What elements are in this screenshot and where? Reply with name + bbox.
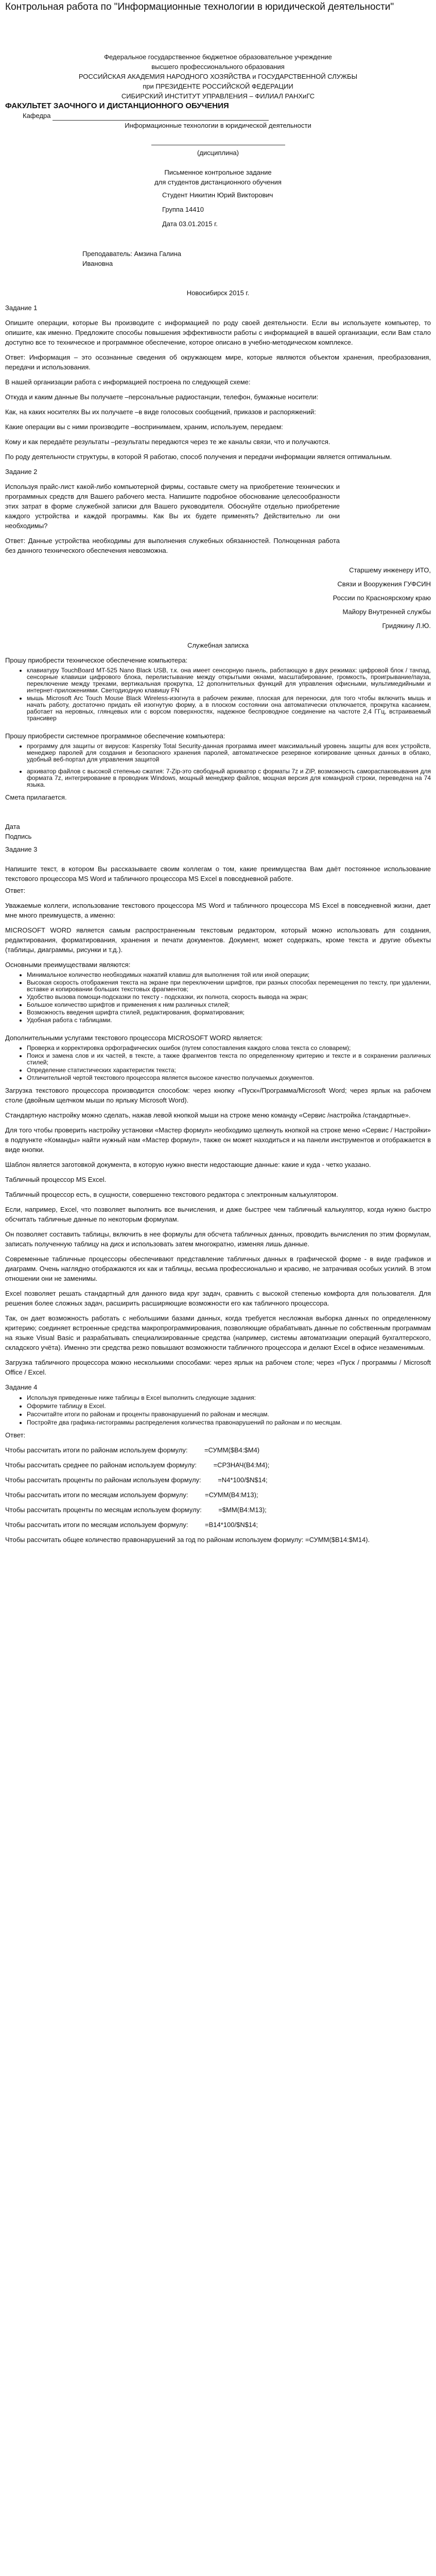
list-item: • Поиск и замена слов и их частей, в тексте, а также фрагментов текста по определенному критерию и тексте и в сохранении различных стилей; xyxy=(27,1053,431,1066)
task1-paragraph-8: По роду деятельности структуры, в которой Я работаю, способ получения и передачи информации является оптимальным. xyxy=(5,453,392,461)
institution-line-3: РОССИЙСКАЯ АКАДЕМИЯ НАРОДНОГО ХОЗЯЙСТВА и ГОСУДАРСТВЕННОЙ СЛУЖБЫ xyxy=(78,73,358,80)
task3-paragraph-11: Он позволяет составить таблицы, включить в нее формулы для обсчета табличных данных, проводить вычисления по этим формулам, записать полученную таблицу на диск и использовать затем многократно, изменяя лишь данные. xyxy=(5,1230,431,1248)
memo-date-label: Дата xyxy=(5,823,20,831)
institution-line-1: Федеральное государственное бюджетное образовательное учреждение xyxy=(104,53,332,61)
list-item: • Возможность введения шрифта стилей, редактирования, форматирования; xyxy=(27,1009,431,1016)
formula-row xyxy=(5,1445,431,1455)
task1-paragraph-6: Какие операции вы с ними производите –воспринимаем, храним, используем, передаем: xyxy=(5,423,283,431)
task3-paragraph-5: Стандартную настройку можно сделать, нажав левой кнопкой мыши на строке меню команду «Сервис /настройка /стандартные». xyxy=(5,1111,411,1119)
list-item: • Отличительной чертой текстового процессора является высокое качество получаемых документов. xyxy=(27,1075,431,1081)
formula-row xyxy=(5,1460,431,1470)
task2-heading: Задание 2 xyxy=(5,468,38,476)
memo-title: Служебная записка xyxy=(187,641,249,649)
word-extras-list xyxy=(5,1045,431,1081)
addressee-line-4: Майору Внутренней службы xyxy=(342,608,431,616)
list-item: • Используя приведенные ниже таблицы в Excel выполнить следующие задания: xyxy=(27,1394,431,1401)
addressee-line-2: Связи и Вооружения ГУФСИН xyxy=(337,580,431,588)
formula-label: Чтобы рассчитать итоги по месяцам используем формулу: xyxy=(5,1491,188,1499)
task3-paragraph-8: Табличный процессор MS Excel. xyxy=(5,1176,107,1183)
task4-heading: Задание 4 xyxy=(5,1383,38,1391)
department-row xyxy=(5,111,431,121)
task3-heading: Задание 3 xyxy=(5,845,38,853)
word-advantages-intro: Основными преимуществами являются: xyxy=(5,961,131,969)
memo-closing: Смета прилагается. xyxy=(5,793,67,801)
formula-row xyxy=(5,1490,431,1500)
formula-label: Чтобы рассчитать проценты по районам используем формулу: xyxy=(5,1476,201,1484)
task1-paragraph-3: В нашей организации работа с информацией построена по следующей схеме: xyxy=(5,378,251,386)
task3-paragraph-15: Загрузка табличного процессора можно несколькими способами: через ярлык на рабочем столе; через «Пуск / программы / Microsoft Office / Excel. xyxy=(5,1359,431,1376)
task3-answer-label: Ответ: xyxy=(5,887,26,894)
task1-paragraph-4: Откуда и каким данные Вы получаете –персональные радиостанции, телефон, бумажные носители: xyxy=(5,393,319,401)
institution-line-5: СИБИРСКИЙ ИНСТИТУТ УПРАВЛЕНИЯ – ФИЛИАЛ РАНХиГС xyxy=(121,92,315,100)
list-item: • Проверка и корректировка орфографических ошибок (путем сопоставления каждого слова текста со словарем); xyxy=(27,1045,431,1052)
formula-value: =СРЗНАЧ(B4:M4); xyxy=(213,1461,270,1469)
list-item: • Удобная работа с таблицами. xyxy=(27,1017,431,1024)
task3-paragraph-14: Так, он дает возможность работать с небольшими базами данных, когда требуется несложная выборка данных по определенному критерию; соединяет встроенные средства макропрограммирования, позволяющие обрабатывать данные по собственным программам на языке Visual Basic и разрабатывать специализированные средства (например, системы автоматизации операций бухгалтерского, складского учёта). Именно эти средства резко повышают возможности табличного процессора и делают Excel в офисе незаменимым. xyxy=(5,1314,431,1351)
student-name: Студент Никитин Юрий Викторович xyxy=(162,191,273,199)
list-item: • Удобство вызова помощи-подсказки по тексту - подсказки, их полнота, скорость вывода на экран; xyxy=(27,994,431,1001)
teacher-label: Преподаватель: Амзина Галина xyxy=(82,250,181,258)
task3-paragraph-4: Загрузка текстового процессора производится способом: через кнопку «Пуск»/Программа/Microsoft Word; через ярлык на рабочем столе (двойным щелчком мыши по ярлыку Microsoft Word). xyxy=(5,1087,431,1104)
task1-paragraph-7: Кому и как передаёте результаты –результаты передаются через те же каналы связи, что и получаются. xyxy=(5,438,330,446)
student-block xyxy=(5,190,431,229)
task1-paragraph-2: Ответ: Информация – это осознанные сведения об окружающем мире, которые являются объектом хранения, преобразования, передачи и использования. xyxy=(5,353,431,371)
work-type-line-1: Письменное контрольное задание xyxy=(164,168,272,176)
teacher-block xyxy=(5,249,431,268)
institution-line-2: высшего профессионального образования xyxy=(151,63,285,71)
task4-list xyxy=(5,1394,431,1426)
discipline-underline xyxy=(5,138,431,148)
list-item: • программу для защиты от вирусов: Kaspersky Total Security-данная программа имеет максимальный уровень защиты для всех устройств, менеджер паролей для создания и безопасного хранения паролей, автоматическое резервное копирование ценных данных в облако, удобный веб-портал для управления защитой xyxy=(27,743,431,763)
formula-row xyxy=(5,1520,431,1530)
formula-label: Чтобы рассчитать общее количество правонарушений за год по районам используем формулу: xyxy=(5,1536,304,1544)
software-intro: Прошу приобрести системное программное обеспечение компьютера: xyxy=(5,732,225,740)
hardware-intro: Прошу приобрести техническое обеспечение компьютера: xyxy=(5,656,188,664)
student-group: Группа 14410 xyxy=(162,206,204,213)
document-page xyxy=(0,1,436,1545)
list-item: • Большое количество шрифтов и применения к ним различных стилей; xyxy=(27,1002,431,1008)
list-item: • клавиатуру TouchBoard MT-525 Nano Black USB, т.к. она имеет сенсорную панель, работающую в двух режимах: цифровой блок / тачпад, сенсорные клавиши цифрового блока, перелистывание между открытыми окнами, масштабирование, громкость, проигрывание/пауза, переключение между треками, вертикальная прокрутка, 12 дополнительных функций для управления офисными, мультимедийными и интернет-приложениями. Светодиодную клавишу FN xyxy=(27,667,431,694)
task3-paragraph-10: Если, например, Excel, что позволяет выполнить все вычисления, и даже быстрее чем табличный калькулятор, когда нужно быстро обсчитать табличные данные по некоторым формулам. xyxy=(5,1206,431,1223)
list-item: • Постройте два графика-гистограммы распределения количества правонарушений по районам и по месяцам. xyxy=(27,1419,431,1426)
task4-answer-label: Ответ: xyxy=(5,1431,26,1439)
formula-value: =СУММ($B14:$M14). xyxy=(305,1536,370,1544)
software-list xyxy=(5,743,431,788)
list-item: • Высокая скорость отображения текста на экране при переключении шрифтов, при разных способах перемещения по тексту, при удалении, вставке и копировании больших текстовых фрагментов; xyxy=(27,979,431,993)
task1-paragraph-5: Как, на каких носителях Вы их получаете –в виде голосовых сообщений, приказов и распоряжений: xyxy=(5,408,316,416)
task3-paragraph-6: Для того чтобы проверить настройку установки «Мастер формул» необходимо щелкнуть кнопкой на строке меню «Сервис / Настройки» в подпункте «Команды» найти нужный нам «Мастер формул», также он может находиться и на панели инструментов и отображается в виде кнопки. xyxy=(5,1126,431,1154)
city-year: Новосибирск 2015 г. xyxy=(186,289,250,297)
word-advantages-list xyxy=(5,972,431,1024)
formula-label: Чтобы рассчитать среднее по районам используем формулу: xyxy=(5,1461,197,1469)
work-type-line-2: для студентов дистанционного обучения xyxy=(154,178,282,186)
discipline-line xyxy=(151,138,285,145)
list-item: • Оформите таблицу в Excel. xyxy=(27,1402,431,1410)
formula-value: =СУММ($B4:$M4) xyxy=(204,1446,260,1454)
list-item: • мышь Microsoft Arc Touch Mouse Black Wireless-изогнута в рабочем режиме, плоская для переноски, для того чтобы включить мышь и начать работу, достаточно придать ей изогнутую форму, а в плоском состоянии она автоматически отключается, прокрутка касанием, работает на неровных, глянцевых или с ворсом поверхностях, надежное беспроводное соединение на частоте 2,4 ГГц, встраиваемый трансивер xyxy=(27,695,431,722)
addressee-line-3: России по Красноярскому краю xyxy=(333,594,431,602)
formula-value: =СУММ(B4:M13); xyxy=(205,1491,258,1499)
institution-line-4: при ПРЕЗИДЕНТЕ РОССИЙСКОЙ ФЕДЕРАЦИИ xyxy=(143,82,293,90)
memo-addressee xyxy=(5,565,431,631)
task3-paragraph-7: Шаблон является заготовкой документа, в которую нужно внести недостающие данные: какие и куда - четко указано. xyxy=(5,1161,371,1168)
task3-paragraph-2: Уважаемые коллеги, использование текстового процессора MS Word и табличного процессора MS Excel в повседневной жизни, дает мне много преимуществ, а именно: xyxy=(5,902,431,919)
formula-row xyxy=(5,1535,431,1545)
task3-paragraph-3: MICROSOFT WORD является самым распространенным текстовым редактором, который можно использовать для создания, редактирования, форматирования, хранения и печати документов. Документ, может содержать, кроме текста и другие объекты (таблицы, диаграммы, рисунки и т.д.). xyxy=(5,926,431,954)
list-item: • Определение статистических характеристик текста; xyxy=(27,1067,431,1074)
formula-value: =$MM(B4:M13); xyxy=(218,1506,267,1514)
formula-row xyxy=(5,1475,431,1485)
formula-value: =N4*100/$N$14; xyxy=(218,1476,268,1484)
teacher-name: Ивановна xyxy=(82,260,113,267)
formula-label: Чтобы рассчитать проценты по месяцам используем формулу: xyxy=(5,1506,202,1514)
discipline-name: Информационные технологии в юридической деятельности xyxy=(125,122,311,129)
task1-paragraph-1: Опишите операции, которые Вы производите с информацией по роду своей деятельности. Если вы используете компьютер, то опишите, как именно. Предложите способы повышения эффективности работы с информацией в вашей организации, если Вам стало доступно все то техническое и программное обеспечение, которое описано в учебно-методическом комплексе. xyxy=(5,319,431,346)
list-item: • Рассчитайте итоги по районам и проценты правонарушений по районам и месяцам. xyxy=(27,1411,431,1418)
formula-label: Чтобы рассчитать итоги по районам используем формулу: xyxy=(5,1446,188,1454)
task3-paragraph-12: Современные табличные процессоры обеспечивают представление табличных данных в графической форме - в виде графиков и диаграмм. Очень наглядно отображаются их как и таблицы, весьма профессионально и красиво, не затрачивая особых усилий. В этом отношении они не заменимы. xyxy=(5,1255,431,1282)
addressee-line-1: Старшему инженеру ИТО, xyxy=(349,566,431,574)
word-extras-intro: Дополнительными услугами текстового процессора MICROSOFT WORD является: xyxy=(5,1034,263,1042)
hardware-list xyxy=(5,667,431,722)
department-label: Кафедра xyxy=(23,112,51,120)
page-title: Контрольная работа по "Информационные технологии в юридической деятельности" xyxy=(5,2,394,12)
addressee-line-5: Гридякину Л.Ю. xyxy=(382,622,431,630)
discipline-caption: (дисциплина) xyxy=(197,149,239,157)
task3-paragraph-1: Напишите текст, в котором Вы рассказываете своим коллегам о том, какие преимущества Вам даёт постоянное использование текстового процессора MS Word и табличного процессора MS Excel в повседневной работе. xyxy=(5,865,431,883)
list-item: • архиватор файлов с высокой степенью сжатия: 7-Zip-это свободный архиватор с форматы 7z и ZIP, возможность самораспаковывания для формата 7z, интегрирование в проводник Windows, мощный менеджер файлов, мощная версия для командной строки, переведена на 74 языка. xyxy=(27,768,431,788)
submission-date: Дата 03.01.2015 г. xyxy=(162,220,218,228)
task3-paragraph-13: Excel позволяет решать стандартный для данного вида круг задач, сравнить с высокой степенью комфорта для пользователя. Для решения более сложных задач, расширить расширяющие возможности его как табличного процессора. xyxy=(5,1290,431,1307)
formula-label: Чтобы рассчитать итоги по месяцам используем формулу: xyxy=(5,1521,188,1529)
formula-list xyxy=(5,1445,431,1545)
formula-value: =B14*100/$N$14; xyxy=(205,1521,258,1529)
task2-paragraph-2: Ответ: Данные устройства необходимы для выполнения служебных обязанностей. Полноценная работа без данного технического обеспечения невозможна. xyxy=(5,537,340,554)
list-item: • Минимальное количество необходимых нажатий клавиш для выполнения той или иной операции; xyxy=(27,972,431,978)
memo-signature-label: Подпись xyxy=(5,833,32,840)
task3-paragraph-9: Табличный процессор есть, в сущности, совершенно текстового редактора с электронным калькулятором. xyxy=(5,1191,338,1198)
department-blank-line xyxy=(53,113,269,121)
task2-paragraph-1: Используя прайс-лист какой-либо компьютерной фирмы, составьте смету на приобретение технических и программных средств для Вашего рабочего места. Напишите подробное обоснование целесообразности этих затрат в форме служебной записки для Вашего руководителя. Обоснуйте отдельно приобретение каждого устройства и каждой программы. Как Вы их будете применять? Действительно ли они необходимы? xyxy=(5,483,340,530)
task1-heading: Задание 1 xyxy=(5,304,38,312)
formula-row xyxy=(5,1505,431,1515)
faculty-heading: ФАКУЛЬТЕТ ЗАОЧНОГО И ДИСТАНЦИОННОГО ОБУЧЕНИЯ xyxy=(5,101,229,110)
